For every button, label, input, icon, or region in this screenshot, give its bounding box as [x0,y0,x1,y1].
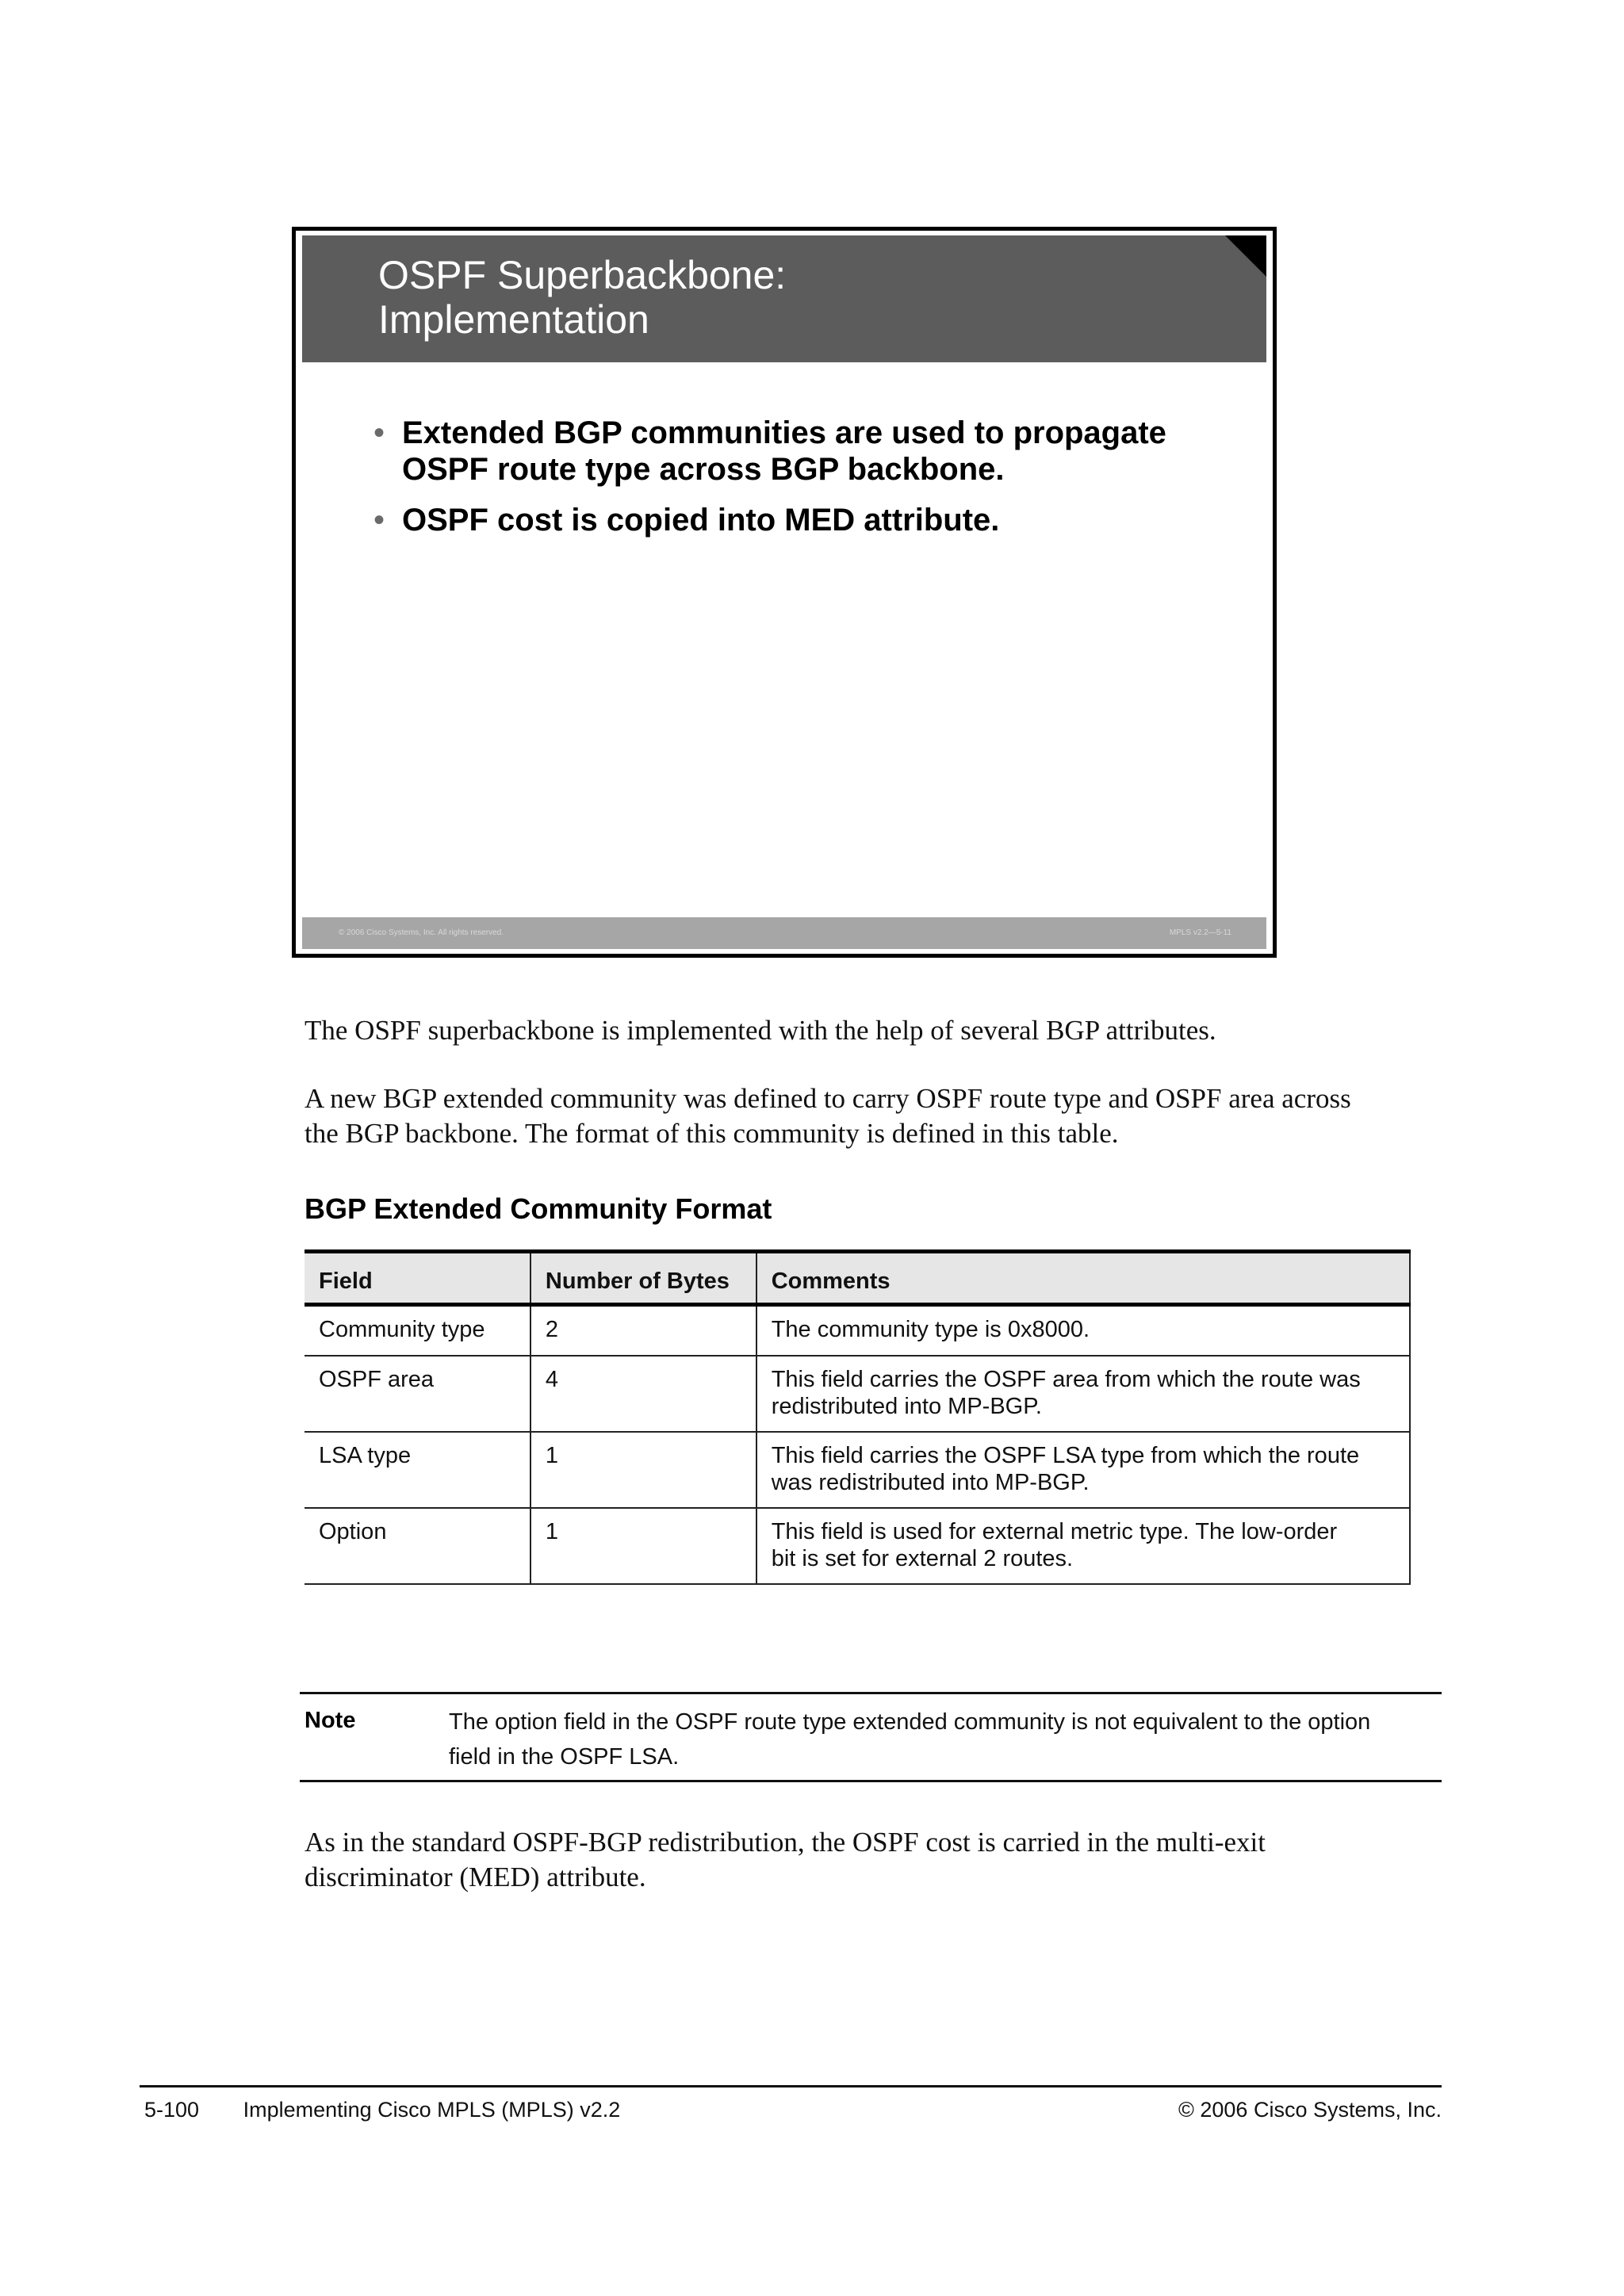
table-cell-field: OSPF area [304,1356,530,1432]
slide-corner-triangle [1225,235,1266,277]
table-row [304,1432,1410,1508]
note-line: field in the OSPF LSA. [449,1744,680,1770]
table-cell-comments [756,1508,1410,1584]
table-header-bytes: Number of Bytes [530,1252,756,1305]
bullet-dot-icon: • [373,503,385,538]
cell-line: This field is used for external metric type. The low-order [771,1518,1338,1544]
paragraph-line: A new BGP extended community was defined to carry OSPF route type and OSPF area across [304,1083,1351,1114]
bullet-text-line: Extended BGP communities are used to propagate [402,415,1166,450]
cell-line: was redistributed into MP-BGP. [771,1469,1090,1495]
footer-rule [140,2085,1442,2087]
table-cell-comments [756,1432,1410,1508]
table-row [304,1305,1410,1356]
slide-title-line2: Implementation [378,297,649,342]
table-cell-field: Community type [304,1305,530,1356]
table-cell-field: Option [304,1508,530,1584]
cell-line: bit is set for external 2 routes. [771,1545,1074,1571]
page-footer-copyright: © 2006 Cisco Systems, Inc. [1178,2098,1442,2122]
slide-title [378,253,1092,342]
paragraph-community [304,1081,1438,1151]
course-title: Implementing Cisco MPLS (MPLS) v2.2 [243,2098,621,2122]
slide-bullet [373,415,1214,488]
bullet-dot-icon: • [373,415,385,450]
table-row [304,1356,1410,1432]
page-footer-left [144,2098,620,2122]
page-number: 5-100 [144,2098,200,2122]
slide-frame [292,227,1277,958]
note-top-rule [300,1692,1442,1694]
table-header-field: Field [304,1252,530,1305]
slide-title-line1: OSPF Superbackbone: [378,253,787,297]
table-cell-bytes: 4 [530,1356,756,1432]
bullet-text-line: OSPF route type across BGP backbone. [402,452,1005,487]
paragraph-intro: The OSPF superbackbone is implemented with the help of several BGP attributes. [304,1015,1216,1046]
note-text [449,1705,1432,1774]
note-line: The option field in the OSPF route type extended community is not equivalent to the option [449,1709,1371,1735]
slide-header [302,235,1266,362]
table-cell-bytes: 1 [530,1432,756,1508]
table-row [304,1508,1410,1584]
bullet-text-line: OSPF cost is copied into MED attribute. [402,503,1000,538]
cell-line: This field carries the OSPF LSA type from which the route [771,1442,1360,1468]
cell-line: The community type is 0x8000. [771,1317,1090,1342]
table-cell-bytes: 1 [530,1508,756,1584]
note-bottom-rule [300,1780,1442,1782]
slide-footer [302,917,1266,949]
paragraph-line: discriminator (MED) attribute. [304,1862,646,1892]
slide-footer-copyright: © 2006 Cisco Systems, Inc. All rights reserved. [339,928,504,937]
paragraph-line: the BGP backbone. The format of this community is defined in this table. [304,1118,1119,1149]
table-header-row [304,1252,1410,1305]
slide-bullet-list [373,415,1214,553]
table-cell-field: LSA type [304,1432,530,1508]
paragraph-med [304,1825,1438,1895]
table-cell-comments [756,1305,1410,1356]
table-caption: BGP Extended Community Format [304,1192,772,1225]
table-cell-bytes: 2 [530,1305,756,1356]
slide-content [302,235,1266,949]
slide-footer-id: MPLS v2.2—5-11 [1169,928,1231,937]
cell-line: This field carries the OSPF area from which the route was [771,1366,1361,1392]
note-label: Note [304,1708,356,1733]
table-header-comments: Comments [756,1252,1410,1305]
slide-bullet [373,502,1214,538]
community-format-table [304,1249,1411,1585]
cell-line: redistributed into MP-BGP. [771,1393,1042,1419]
paragraph-line: As in the standard OSPF-BGP redistribution, the OSPF cost is carried in the multi-exit [304,1827,1266,1858]
table-cell-comments [756,1356,1410,1432]
